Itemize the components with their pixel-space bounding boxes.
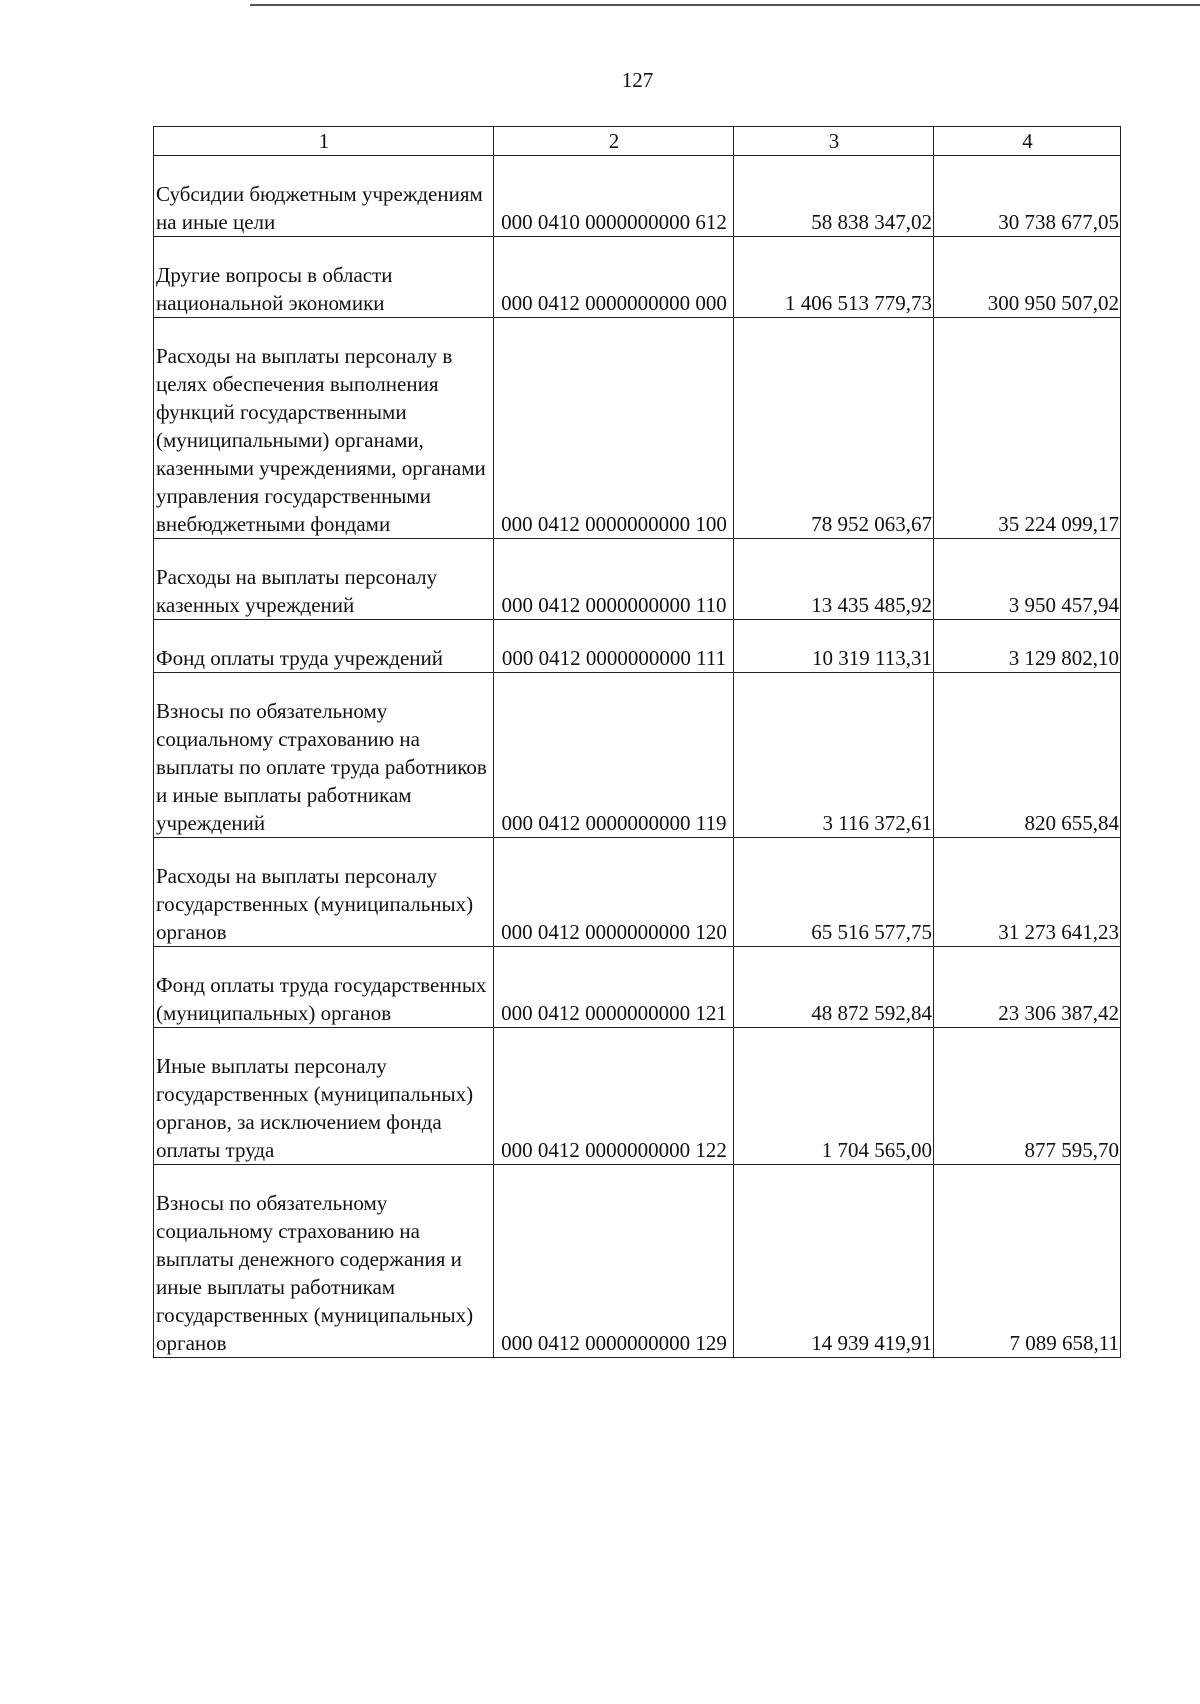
table-row (154, 318, 1121, 539)
column-header-2: 2 (494, 127, 734, 156)
table-row (154, 1028, 1121, 1165)
row-value-col4: 820 655,84 (934, 673, 1121, 838)
row-code: 000 0412 0000000000 120 (494, 838, 734, 947)
row-value-col3: 1 406 513 779,73 (734, 237, 934, 318)
row-value-col4: 3 129 802,10 (934, 620, 1121, 673)
row-value-col4: 3 950 457,94 (934, 539, 1121, 620)
row-name: Расходы на выплаты персоналу казенных учреждений (154, 539, 494, 620)
row-name: Фонд оплаты труда государственных (муниципальных) органов (154, 947, 494, 1028)
row-value-col4: 7 089 658,11 (934, 1165, 1121, 1358)
budget-table (153, 126, 1121, 1358)
row-value-col4: 35 224 099,17 (934, 318, 1121, 539)
row-value-col4: 300 950 507,02 (934, 237, 1121, 318)
row-value-col3: 78 952 063,67 (734, 318, 934, 539)
row-code: 000 0412 0000000000 110 (494, 539, 734, 620)
row-code: 000 0410 0000000000 612 (494, 156, 734, 237)
table-row (154, 947, 1121, 1028)
row-name: Субсидии бюджетным учреждениям на иные цели (154, 156, 494, 237)
row-value-col3: 10 319 113,31 (734, 620, 934, 673)
row-code: 000 0412 0000000000 122 (494, 1028, 734, 1165)
row-name: Фонд оплаты труда учреждений (154, 620, 494, 673)
table-row (154, 539, 1121, 620)
table-row (154, 237, 1121, 318)
table-row (154, 156, 1121, 237)
row-value-col4: 877 595,70 (934, 1028, 1121, 1165)
row-code: 000 0412 0000000000 000 (494, 237, 734, 318)
row-value-col4: 23 306 387,42 (934, 947, 1121, 1028)
row-code: 000 0412 0000000000 129 (494, 1165, 734, 1358)
row-name: Иные выплаты персоналу государственных (муниципальных) органов, за исключением фонда оплаты труда (154, 1028, 494, 1165)
header-row (154, 127, 1121, 156)
row-value-col3: 14 939 419,91 (734, 1165, 934, 1358)
top-rule (250, 4, 1200, 6)
column-header-1: 1 (154, 127, 494, 156)
row-value-col4: 30 738 677,05 (934, 156, 1121, 237)
row-value-col3: 58 838 347,02 (734, 156, 934, 237)
row-value-col3: 1 704 565,00 (734, 1028, 934, 1165)
row-code: 000 0412 0000000000 100 (494, 318, 734, 539)
table-row (154, 1165, 1121, 1358)
row-value-col4: 31 273 641,23 (934, 838, 1121, 947)
column-header-3: 3 (734, 127, 934, 156)
page-number: 127 (621, 68, 654, 92)
row-name: Взносы по обязательному социальному страхованию на выплаты по оплате труда работников и иные выплаты работникам учреждений (154, 673, 494, 838)
row-name: Расходы на выплаты персоналу в целях обеспечения выполнения функций государственными (муниципальными) органами, казенными учреждениями, органами управления государственными внебюджетными фондами (154, 318, 494, 539)
column-header-4: 4 (934, 127, 1121, 156)
row-value-col3: 65 516 577,75 (734, 838, 934, 947)
row-name: Взносы по обязательному социальному страхованию на выплаты денежного содержания и иные выплаты работникам государственных (муниципальных) органов (154, 1165, 494, 1358)
table-row (154, 673, 1121, 838)
row-name: Расходы на выплаты персоналу государственных (муниципальных) органов (154, 838, 494, 947)
row-name: Другие вопросы в области национальной экономики (154, 237, 494, 318)
table-row (154, 838, 1121, 947)
row-value-col3: 48 872 592,84 (734, 947, 934, 1028)
row-value-col3: 3 116 372,61 (734, 673, 934, 838)
table-body (154, 156, 1121, 1358)
table-row (154, 620, 1121, 673)
row-code: 000 0412 0000000000 111 (494, 620, 734, 673)
row-code: 000 0412 0000000000 121 (494, 947, 734, 1028)
row-value-col3: 13 435 485,92 (734, 539, 934, 620)
row-code: 000 0412 0000000000 119 (494, 673, 734, 838)
